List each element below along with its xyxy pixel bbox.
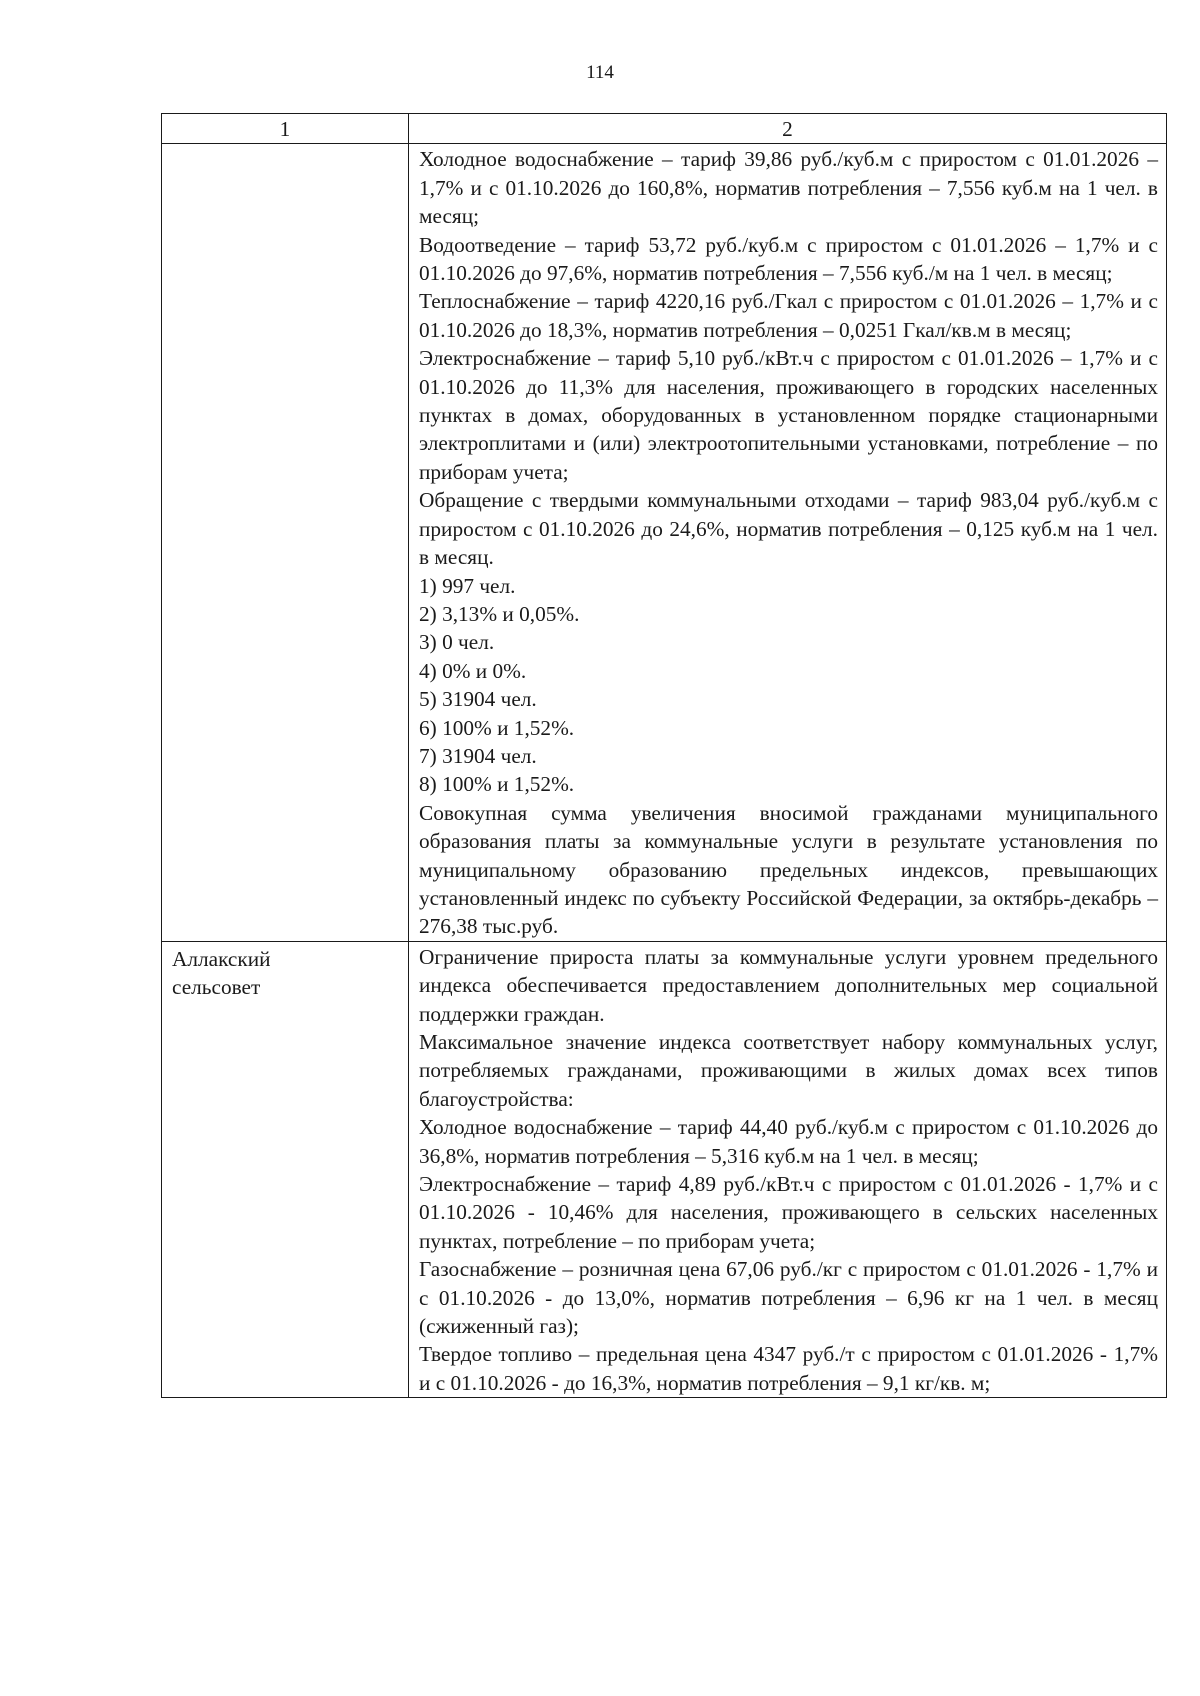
municipality-name-line: Аллакский	[172, 946, 271, 971]
paragraph: Холодное водоснабжение – тариф 44,40 руб./куб.м с приростом с 01.10.2026 до 36,8%, норматив потребления – 5,316 куб.м на 1 чел. в месяц;	[419, 1115, 1158, 1168]
municipality-cell	[162, 941, 409, 1398]
paragraph: Максимальное значение индекса соответствует набору коммунальных услуг, потребляемых гражданами, проживающими в жилых домах всех типов благоустройства:	[419, 1030, 1158, 1111]
list-item: 3) 0 чел.	[419, 630, 495, 655]
list-item: 2) 3,13% и 0,05%.	[419, 601, 580, 626]
column-header-1: 1	[162, 114, 409, 144]
municipality-cell	[162, 144, 409, 941]
column-header-2: 2	[409, 114, 1167, 144]
table-row	[162, 941, 1167, 1398]
paragraph: Совокупная сумма увеличения вносимой гражданами муниципального образования платы за коммунальные услуги в результате установления по муниципальному образованию предельных индексов, превышающих установленный индекс по субъекту Российской Федерации, за октябрь-декабрь – 276,38 тыс.руб.	[419, 800, 1158, 939]
paragraph: Газоснабжение – розничная цена 67,06 руб./кг с приростом с 01.01.2026 - 1,7% и с 01.10.2026 - до 13,0%, норматив потребления – 6,96 кг на 1 чел. в месяц (сжиженный газ);	[419, 1257, 1158, 1339]
page-number: 114	[586, 62, 614, 83]
paragraph: Ограничение прироста платы за коммунальные услуги уровнем предельного индекса обеспечивается предоставлением дополнительных мер социальной поддержки граждан.	[419, 944, 1158, 1026]
table-row	[162, 144, 1167, 941]
paragraph: Электроснабжение – тариф 5,10 руб./кВт.ч с приростом с 01.01.2026 – 1,7% и с 01.10.2026 до 11,3% для населения, проживающего в городских населенных пунктах в домах, оборудованных в установленном порядке стационарными электроплитами и (или) электроотопительными установками, потребление – по приборам учета;	[419, 346, 1158, 484]
paragraph: Холодное водоснабжение – тариф 39,86 руб./куб.м с приростом с 01.01.2026 – 1,7% и с 01.10.2026 до 160,8%, норматив потребления – 7,556 куб.м на 1 чел. в месяц;	[419, 147, 1158, 229]
paragraph: Обращение с твердыми коммунальными отходами – тариф 983,04 руб./куб.м с приростом с 01.10.2026 до 24,6%, норматив потребления – 0,125 куб.м на 1 чел. в месяц.	[419, 488, 1158, 570]
description-cell	[409, 941, 1167, 1398]
municipality-name-line: сельсовет	[172, 975, 261, 1000]
document-table	[161, 113, 1167, 1398]
description-cell	[409, 144, 1167, 941]
list-item: 6) 100% и 1,52%.	[419, 715, 575, 740]
list-item: 5) 31904 чел.	[419, 687, 537, 712]
paragraph: Твердое топливо – предельная цена 4347 руб./т с приростом с 01.01.2026 - 1,7% и с 01.10.2026 - до 16,3%, норматив потребления – 9,1 кг/кв. м;	[419, 1342, 1158, 1395]
list-item: 1) 997 чел.	[419, 573, 516, 598]
list-item: 4) 0% и 0%.	[419, 658, 527, 683]
list-item: 8) 100% и 1,52%.	[419, 772, 575, 797]
paragraph: Электроснабжение – тариф 4,89 руб./кВт.ч с приростом с 01.01.2026 - 1,7% и с 01.10.2026 - 10,46% для населения, проживающего в сельских населенных пунктах, потребление – по приборам учета;	[419, 1172, 1158, 1253]
paragraph: Водоотведение – тариф 53,72 руб./куб.м с приростом с 01.01.2026 – 1,7% и с 01.10.2026 до 97,6%, норматив потребления – 7,556 куб./м на 1 чел. в месяц;	[419, 232, 1158, 286]
list-item: 7) 31904 чел.	[419, 743, 537, 768]
table-header-row	[162, 114, 1167, 144]
paragraph: Теплоснабжение – тариф 4220,16 руб./Гкал с приростом с 01.01.2026 – 1,7% и с 01.10.2026 до 18,3%, норматив потребления – 0,0251 Гкал/кв.м в месяц;	[419, 289, 1158, 342]
